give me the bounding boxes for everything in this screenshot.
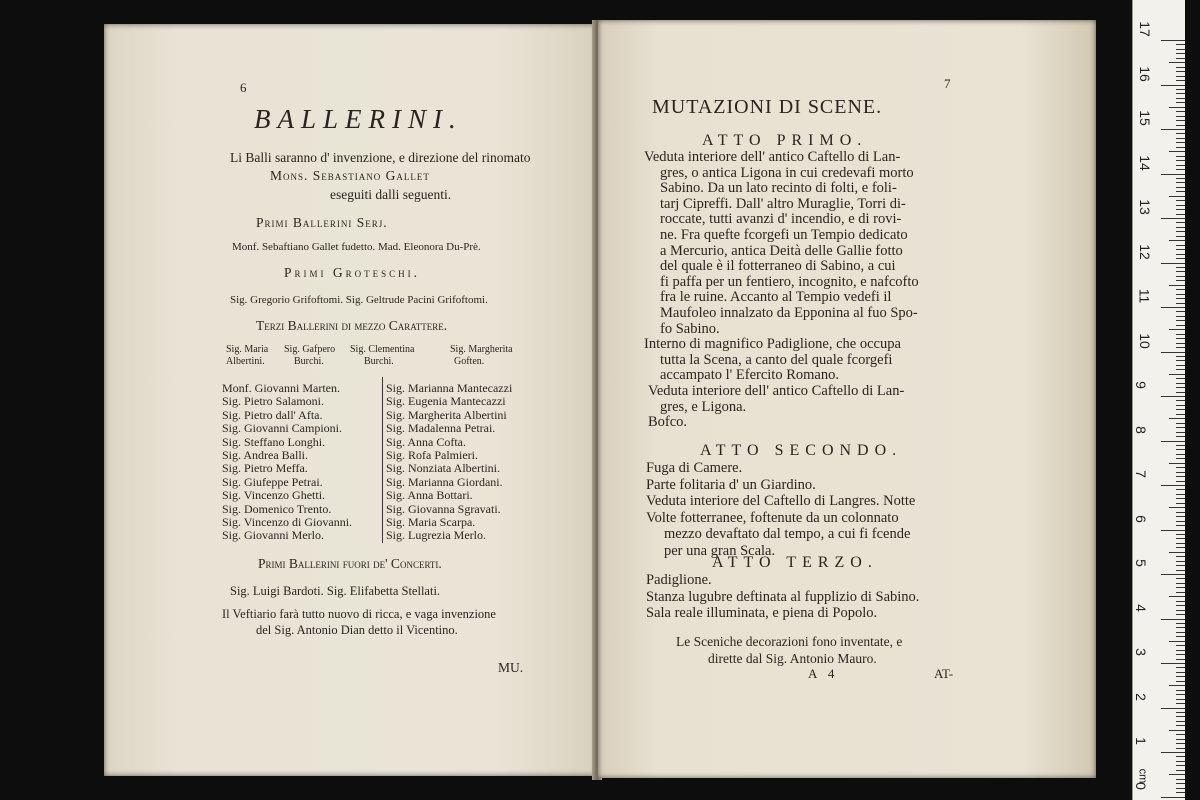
- ruler-tick: [1176, 645, 1185, 646]
- ruler-tick: [1176, 614, 1185, 615]
- ruler-number: 14: [1136, 154, 1153, 171]
- primi-serj-heading: Primi Ballerini Serj.: [256, 215, 388, 230]
- list-item: Sig. Margherita Albertini: [386, 407, 507, 422]
- ruler-tick: [1176, 298, 1185, 299]
- ruler-tick: [1176, 271, 1185, 272]
- ruler-tick: [1176, 58, 1185, 59]
- ruler-tick: [1176, 770, 1185, 771]
- ruler-tick: [1176, 222, 1185, 223]
- ruler-tick: [1176, 458, 1185, 459]
- scene-line: Fuga di Camere.: [646, 460, 743, 476]
- ruler-tick: [1176, 734, 1185, 735]
- ruler-tick: [1176, 120, 1185, 121]
- list-item: Sig. Nonziata Albertini.: [386, 461, 500, 476]
- ruler-tick: [1169, 151, 1185, 152]
- ruler-tick: [1176, 676, 1185, 677]
- ruler-tick: [1169, 107, 1185, 108]
- ruler-tick: [1161, 40, 1185, 41]
- scene-line: Veduta interiore dell' antico Caftello di Lan-: [644, 149, 901, 165]
- ruler-tick: [1176, 356, 1185, 357]
- ruler-tick: [1176, 360, 1185, 361]
- ruler-tick: [1176, 672, 1185, 673]
- primi-serj-names: Monf. Sebaftiano Gallet fudetto. Mad. Eleonora Du-Prè.: [232, 241, 481, 253]
- ruler-tick: [1176, 716, 1185, 717]
- ruler-tick: [1176, 409, 1185, 410]
- terzi-surname: Albertini.: [226, 356, 265, 367]
- terzi-row-2: [226, 356, 484, 367]
- scene-line: mezzo devaftato dal tempo, a cui fi fcende: [664, 526, 911, 542]
- ruler-tick: [1176, 556, 1185, 557]
- ruler-tick: [1176, 667, 1185, 668]
- ruler-tick: [1176, 538, 1185, 539]
- column-divider: [382, 377, 383, 543]
- ruler-number: 16: [1136, 65, 1153, 82]
- ruler-tick: [1176, 610, 1185, 611]
- ruler-tick: [1176, 392, 1185, 393]
- list-item: Sig. Anna Bottari.: [386, 488, 473, 503]
- list-item: Sig. Vincenzo di Giovanni.: [222, 515, 353, 530]
- scene-line: Volte fotterranee, foftenute da un colonnato: [646, 509, 899, 526]
- ruler-tick: [1176, 71, 1185, 72]
- ruler-tick: [1161, 174, 1185, 175]
- fuori-names: Sig. Luigi Bardoti. Sig. Elifabetta Stellati.: [230, 584, 441, 598]
- intro-line-2: Mons. Sebastiano Gallet: [270, 168, 430, 183]
- ruler-number: 7: [1132, 470, 1149, 478]
- ruler-tick: [1176, 67, 1185, 68]
- ruler-tick: [1176, 570, 1185, 571]
- measurement-ruler: [1132, 0, 1185, 800]
- ruler-tick: [1176, 200, 1185, 201]
- ruler-number: 5: [1132, 559, 1149, 567]
- ruler-tick: [1176, 205, 1185, 206]
- terzi-surname: Burchi.: [294, 356, 324, 367]
- atto-secondo-text: [646, 460, 915, 559]
- scene-line: fra le ruine. Accanto al Tempio vedefi il: [660, 289, 892, 306]
- ruler-tick: [1176, 498, 1185, 499]
- list-item: Sig. Maria Scarpa.: [386, 515, 476, 530]
- ruler-tick: [1176, 169, 1185, 170]
- ruler-tick: [1169, 374, 1185, 375]
- ruler-tick: [1176, 338, 1185, 339]
- list-item: Sig. Madalenna Petrai.: [386, 421, 496, 436]
- ruler-tick: [1176, 343, 1185, 344]
- ruler-tick: [1176, 489, 1185, 490]
- ruler-tick: [1176, 294, 1185, 295]
- ruler-tick: [1161, 129, 1185, 130]
- ruler-tick: [1176, 231, 1185, 232]
- ruler-tick: [1161, 574, 1185, 575]
- ruler-tick: [1176, 347, 1185, 348]
- terzi-name: Sig. Maria: [226, 344, 269, 355]
- scene-line: gres, e Ligona.: [660, 398, 747, 415]
- ruler-tick: [1176, 214, 1185, 215]
- ruler-tick: [1176, 76, 1185, 77]
- ruler-tick: [1176, 316, 1185, 317]
- ruler-tick: [1176, 111, 1185, 112]
- ruler-tick: [1176, 93, 1185, 94]
- ruler-tick: [1161, 485, 1185, 486]
- ruler-number: 1: [1132, 737, 1149, 745]
- ruler-tick: [1176, 521, 1185, 522]
- list-item: Sig. Eugenia Mantecazzi: [386, 394, 506, 409]
- list-item: Sig. Marianna Giordani.: [386, 474, 503, 489]
- terzi-name: Sig. Gafpero: [284, 344, 336, 355]
- terzi-heading: Terzi Ballerini di mezzo Carattere.: [256, 318, 448, 333]
- ruler-tick: [1176, 133, 1185, 134]
- list-item: Sig. Giovanna Sgravati.: [386, 501, 501, 516]
- scene-line: Sala reale illuminata, e piena di Popolo.: [646, 605, 878, 621]
- scene-line: Veduta interiore del Caftello di Langres. Notte: [646, 493, 916, 509]
- ruler-tick: [1176, 98, 1185, 99]
- list-item: Sig. Giovanni Campioni.: [222, 421, 342, 436]
- ruler-tick: [1176, 147, 1185, 148]
- ruler-tick: [1176, 334, 1185, 335]
- terzi-surname: Burchi.: [364, 356, 394, 367]
- ruler-tick: [1176, 743, 1185, 744]
- ruler-tick: [1176, 156, 1185, 157]
- ruler-number: 4: [1132, 603, 1149, 612]
- scene-line: Sabino. Da un lato recinto di folti, e foli-: [660, 180, 897, 197]
- ruler-tick: [1176, 267, 1185, 268]
- grotteschi-names: Sig. Gregorio Grifoftomi. Sig. Geltrude Pacini Grifoftomi.: [230, 294, 488, 306]
- intro-line-3: eseguiti dalli seguenti.: [330, 187, 452, 202]
- ruler-tick: [1169, 463, 1185, 464]
- ruler-tick: [1176, 142, 1185, 143]
- ruler-tick: [1176, 249, 1185, 250]
- ruler-tick: [1176, 583, 1185, 584]
- list-item: Sig. Marianna Mantecazzi: [386, 381, 513, 395]
- list-item: Sig. Domenico Trento.: [222, 501, 332, 516]
- ruler-tick: [1176, 788, 1185, 789]
- atto-terzo-text: [646, 572, 919, 622]
- sceniche-line-2: dirette dal Sig. Antonio Mauro.: [708, 651, 877, 666]
- ruler-tick: [1176, 303, 1185, 304]
- ruler-tick: [1161, 619, 1185, 620]
- ruler-tick: [1176, 49, 1185, 50]
- ruler-number: 8: [1132, 425, 1149, 434]
- ruler-tick: [1176, 690, 1185, 691]
- ruler-tick: [1176, 102, 1185, 103]
- list-item: Sig. Rofa Palmieri.: [386, 448, 478, 463]
- ruler-tick: [1176, 601, 1185, 602]
- ruler-tick: [1176, 534, 1185, 535]
- ruler-tick: [1176, 476, 1185, 477]
- ruler-tick: [1176, 423, 1185, 424]
- ruler-tick: [1161, 441, 1185, 442]
- ruler-tick: [1161, 85, 1185, 86]
- ruler-number: 10: [1136, 332, 1153, 349]
- list-item: Sig. Anna Cofta.: [386, 434, 466, 449]
- ruler-tick: [1176, 311, 1185, 312]
- ruler-tick: [1176, 383, 1185, 384]
- ruler-tick: [1169, 641, 1185, 642]
- terzi-name: Sig. Margherita: [450, 344, 513, 355]
- ruler-tick: [1176, 699, 1185, 700]
- ruler-tick: [1176, 449, 1185, 450]
- ruler-number: 3: [1132, 648, 1149, 656]
- atto-secondo-heading: ATTO SECONDO.: [700, 442, 903, 459]
- list-item: Sig. Steffano Longhi.: [222, 434, 326, 449]
- terzi-row-1: [226, 344, 513, 355]
- scene-line: Bofco.: [648, 414, 688, 431]
- ruler-tick: [1176, 165, 1185, 166]
- ruler-number: 9: [1132, 381, 1149, 389]
- scene-line: Interno di magnifico Padiglione, che occupa: [644, 336, 901, 353]
- ruler-number: 13: [1136, 199, 1153, 215]
- ruler-tick: [1176, 369, 1185, 370]
- ruler-tick: [1176, 387, 1185, 388]
- ruler-tick: [1161, 663, 1185, 664]
- vestiario-line-2: del Sig. Antonio Dian detto il Vicentino.: [256, 623, 458, 637]
- ruler-tick: [1169, 196, 1185, 197]
- ruler-tick: [1176, 761, 1185, 762]
- ruler-tick: [1176, 53, 1185, 54]
- ruler-tick: [1176, 258, 1185, 259]
- scene-line: del quale è il fotterraneo di Sabino, a cui: [660, 258, 896, 275]
- ruler-number: 11: [1136, 288, 1153, 304]
- ruler-tick: [1176, 436, 1185, 437]
- ruler-tick: [1176, 547, 1185, 548]
- page-title-left: BALLERINI.: [254, 104, 463, 134]
- ruler-tick: [1176, 182, 1185, 183]
- ruler-tick: [1176, 792, 1185, 793]
- ruler-tick: [1169, 774, 1185, 775]
- ruler-tick: [1176, 445, 1185, 446]
- ruler-tick: [1176, 565, 1185, 566]
- ruler-tick: [1176, 650, 1185, 651]
- ruler-tick: [1176, 605, 1185, 606]
- ruler-tick: [1176, 320, 1185, 321]
- ruler-tick: [1176, 245, 1185, 246]
- ruler-tick: [1176, 516, 1185, 517]
- page-number-right: 7: [944, 76, 951, 91]
- ruler-tick: [1176, 578, 1185, 579]
- signature-mark: A 4: [808, 666, 839, 681]
- ruler-tick: [1176, 325, 1185, 326]
- scene-line: fo Sabino.: [660, 320, 720, 337]
- ruler-tick: [1161, 263, 1185, 264]
- ruler-number: 0: [1132, 781, 1149, 790]
- ruler-tick: [1161, 307, 1185, 308]
- ruler-tick: [1176, 125, 1185, 126]
- ruler-tick: [1176, 427, 1185, 428]
- ruler-tick: [1176, 681, 1185, 682]
- ruler-tick: [1161, 797, 1185, 798]
- ruler-tick: [1176, 160, 1185, 161]
- scene-line: Maufoleo innalzato da Epponina al fuo Spo-: [660, 304, 918, 321]
- ruler-tick: [1176, 636, 1185, 637]
- ruler-tick: [1176, 227, 1185, 228]
- ruler-tick: [1176, 725, 1185, 726]
- ruler-tick: [1176, 561, 1185, 562]
- scene-line: per una gran Scala.: [664, 542, 776, 559]
- ruler-tick: [1169, 418, 1185, 419]
- ruler-tick: [1176, 654, 1185, 655]
- vestiario-line-1: Il Veftiario farà tutto nuovo di ricca, e vaga invenzione: [222, 607, 496, 621]
- ruler-tick: [1176, 80, 1185, 81]
- scene-line: accampato l' Efercito Romano.: [660, 367, 839, 384]
- ruler-tick: [1176, 191, 1185, 192]
- ruler-tick: [1176, 472, 1185, 473]
- ruler-tick: [1176, 138, 1185, 139]
- intro-line-1: Li Balli saranno d' invenzione, e direzione del rinomato: [230, 150, 531, 165]
- scene-line: Veduta interiore dell' antico Caftello di Lan-: [648, 382, 905, 399]
- terzi-surname: Goften.: [454, 356, 485, 367]
- ruler-number: 15: [1136, 110, 1153, 126]
- ruler-tick: [1176, 187, 1185, 188]
- list-item: Sig. Pietro Meffa.: [222, 461, 308, 476]
- ruler-tick: [1176, 765, 1185, 766]
- ruler-tick: [1169, 240, 1185, 241]
- ruler-tick: [1176, 178, 1185, 179]
- ruler-tick: [1176, 748, 1185, 749]
- ballerini-list-right: [386, 382, 512, 543]
- ruler-tick: [1176, 405, 1185, 406]
- ruler-tick: [1176, 783, 1185, 784]
- page-number-left: 6: [240, 80, 247, 95]
- ruler-tick: [1161, 218, 1185, 219]
- ruler-tick: [1176, 721, 1185, 722]
- ruler-tick: [1176, 276, 1185, 277]
- ruler-tick: [1169, 685, 1185, 686]
- ruler-number: 2: [1132, 692, 1149, 701]
- ruler-tick: [1176, 739, 1185, 740]
- ruler-tick: [1176, 503, 1185, 504]
- ruler-tick: [1161, 396, 1185, 397]
- scene-line: tutta la Scena, a canto del quale fcorgefi: [660, 351, 893, 368]
- scene-line: a Mercurio, antica Deità delle Gallie fotto: [660, 242, 903, 259]
- ruler-tick: [1176, 525, 1185, 526]
- grotteschi-heading: Primi Groteschi.: [284, 265, 421, 280]
- ruler-tick: [1176, 400, 1185, 401]
- scene-line: fi paffa per un fentiero, incognito, e nafcofto: [660, 273, 919, 290]
- ruler-tick: [1176, 236, 1185, 237]
- ruler-tick: [1176, 659, 1185, 660]
- ruler-tick: [1169, 730, 1185, 731]
- ruler-tick: [1176, 44, 1185, 45]
- ruler-tick: [1176, 694, 1185, 695]
- ruler-tick: [1176, 454, 1185, 455]
- atto-primo-heading: ATTO PRIMO.: [702, 132, 868, 149]
- ruler-unit: cm: [1136, 768, 1149, 784]
- scene-line: Padiglione.: [646, 572, 712, 588]
- ruler-tick: [1169, 329, 1185, 330]
- scene-line: roccate, tutti avanzi d' incendio, e di rovi-: [660, 211, 902, 228]
- ruler-tick: [1176, 378, 1185, 379]
- ruler-tick: [1176, 365, 1185, 366]
- scene-line: Stanza lugubre deftinata al fupplizio di Sabino.: [646, 588, 920, 605]
- list-item: Sig. Andrea Balli.: [222, 448, 308, 463]
- ruler-tick: [1176, 289, 1185, 290]
- ruler-tick: [1176, 494, 1185, 495]
- ruler-tick: [1176, 512, 1185, 513]
- ruler-tick: [1176, 254, 1185, 255]
- ruler-tick: [1161, 352, 1185, 353]
- ruler-tick: [1176, 280, 1185, 281]
- ruler-tick: [1176, 89, 1185, 90]
- ruler-tick: [1176, 481, 1185, 482]
- list-item: Sig. Giovanni Merlo.: [222, 528, 324, 543]
- ruler-number: 12: [1136, 243, 1153, 260]
- ballerini-list-left: [222, 382, 352, 543]
- ruler-tick: [1176, 632, 1185, 633]
- terzi-name: Sig. Clementina: [350, 344, 415, 355]
- ruler-tick: [1176, 116, 1185, 117]
- sceniche-line-1: Le Sceniche decorazioni fono inventate, e: [676, 634, 903, 649]
- scene-line: ne. Fra quefte fcorgefi un Tempio dedicato: [660, 226, 908, 243]
- ruler-tick: [1176, 587, 1185, 588]
- ruler-tick: [1176, 592, 1185, 593]
- catchword-right: AT-: [934, 666, 954, 681]
- list-item: Monf. Giovanni Marten.: [222, 381, 340, 395]
- ruler-tick: [1176, 432, 1185, 433]
- list-item: Sig. Pietro dall' Afta.: [222, 407, 323, 422]
- ruler-tick: [1161, 708, 1185, 709]
- ruler-tick: [1176, 209, 1185, 210]
- ruler-tick: [1176, 756, 1185, 757]
- ruler-tick: [1176, 467, 1185, 468]
- atto-terzo-heading: ATTO TERZO.: [712, 554, 878, 571]
- ruler-tick: [1169, 507, 1185, 508]
- ruler-tick: [1169, 552, 1185, 553]
- ruler-tick: [1176, 703, 1185, 704]
- ruler-number: 6: [1132, 514, 1149, 523]
- ruler-tick: [1176, 414, 1185, 415]
- list-item: Sig. Pietro Salamoni.: [222, 394, 324, 409]
- ruler-tick: [1169, 285, 1185, 286]
- ruler-tick: [1176, 623, 1185, 624]
- ruler-tick: [1176, 779, 1185, 780]
- fuori-heading: Primi Ballerini fuori de' Concerti.: [258, 556, 442, 571]
- page-title-right: MUTAZIONI DI SCENE.: [652, 96, 883, 118]
- ruler-tick: [1169, 596, 1185, 597]
- ruler-tick: [1176, 543, 1185, 544]
- ruler-tick: [1169, 62, 1185, 63]
- ruler-tick: [1161, 530, 1185, 531]
- ruler-tick: [1176, 627, 1185, 628]
- atto-primo-text: [644, 150, 919, 431]
- list-item: Sig. Lugrezia Merlo.: [386, 528, 486, 543]
- scene-line: Parte folitaria d' un Giardino.: [646, 476, 816, 493]
- catchword-left: MU.: [498, 660, 524, 675]
- ruler-tick: [1161, 752, 1185, 753]
- scene-line: gres, o antica Ligona in cui credevafi morto: [660, 164, 914, 181]
- list-item: Sig. Giufeppe Petrai.: [222, 474, 323, 489]
- ruler-tick: [1176, 712, 1185, 713]
- list-item: Sig. Vincenzo Ghetti.: [222, 488, 326, 503]
- ruler-number: 17: [1136, 21, 1153, 37]
- scene-line: tarj Cipreffi. Dall' altro Muraglie, Torri di-: [660, 195, 906, 212]
